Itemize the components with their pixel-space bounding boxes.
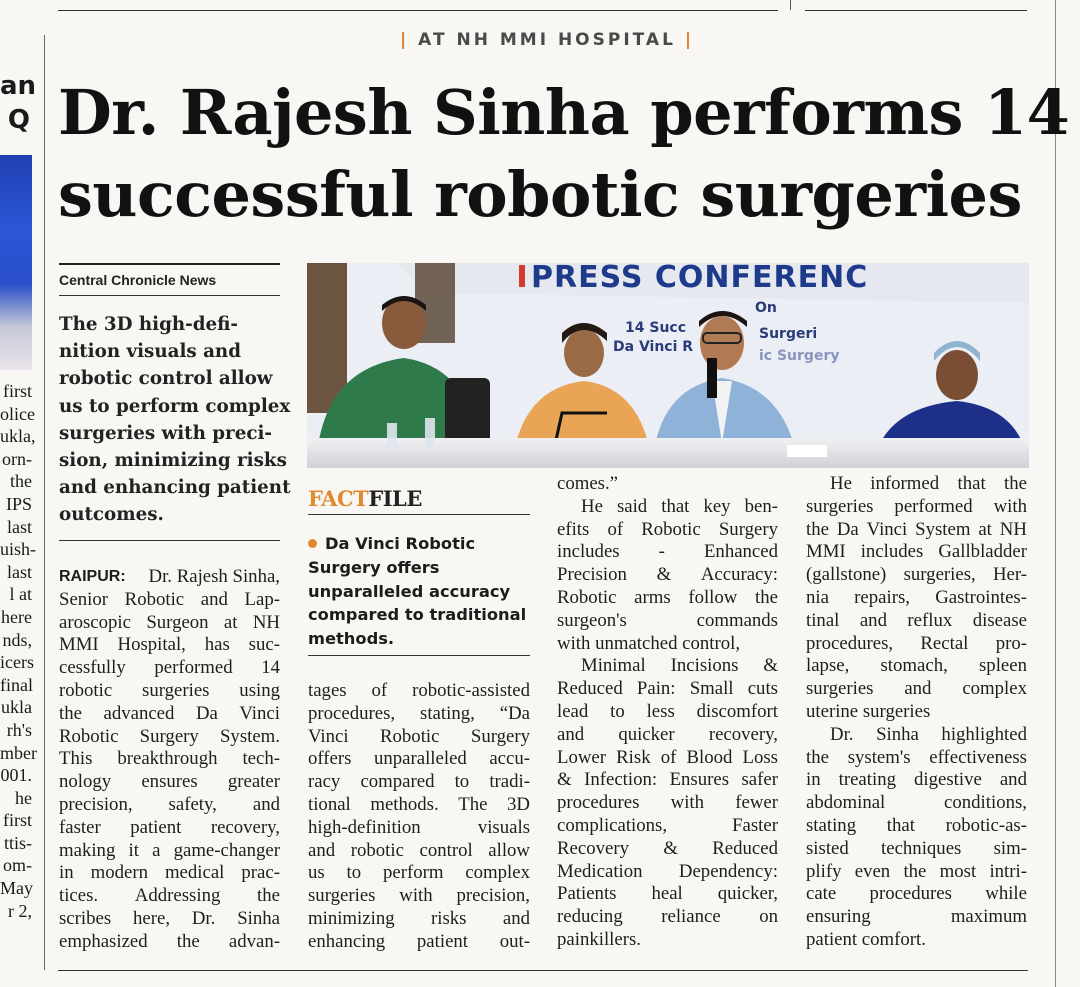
factfile-line: compared to traditional <box>308 605 527 625</box>
pull-quote-line: outcomes. <box>59 504 164 526</box>
body-text-line: Recovery & Reduced <box>557 837 778 859</box>
banner-red-bar <box>519 265 525 287</box>
left-cut-line: ukla, <box>0 426 36 447</box>
body-text-line: racy compared to tradi- <box>308 771 530 793</box>
body-text-line: tinal and reflux disease <box>806 609 1027 631</box>
banner-line-2: 14 Succ <box>625 320 687 336</box>
body-text-line: with unmatched control, <box>557 632 741 654</box>
pull-quote-line: sion, minimizing risks <box>59 450 287 472</box>
left-cut-line: rh's <box>6 719 32 740</box>
left-cut-line: last <box>7 561 32 582</box>
body-text-line: ensuring maximum <box>806 906 1027 928</box>
body-text-line: plify even the most intri- <box>806 860 1027 882</box>
bottom-rule <box>58 970 1028 971</box>
body-text-line: offers unparalleled accu- <box>308 748 530 770</box>
body-column-1 <box>59 566 280 954</box>
left-cut-line: ukla <box>1 697 32 718</box>
headline <box>58 72 1070 236</box>
body-text-line: Reduced Pain: Small cuts <box>557 678 778 700</box>
headline-line-2: successful robotic surgeries <box>58 158 1022 231</box>
press-conference-photo <box>307 260 1029 468</box>
factfile-label-fact: FACT <box>308 486 369 511</box>
body-text-line: minimizing risks and <box>308 907 530 929</box>
body-text-line: faster patient recovery, <box>59 816 280 838</box>
body-text-line: surgeon's commands <box>557 609 778 631</box>
body-text-line: procedures with fewer <box>557 792 778 814</box>
body-column-2 <box>308 680 530 954</box>
photo-illustration <box>307 260 1029 468</box>
banner-title: PRESS CONFERENC <box>531 260 869 295</box>
body-text-line: the Da Vinci System at NH <box>806 518 1027 540</box>
left-cut-head-1: an <box>0 71 37 101</box>
kicker: | AT NH MMI HOSPITAL | <box>400 30 695 50</box>
banner-on: On <box>755 300 777 316</box>
left-cut-line: final <box>0 674 33 695</box>
body-text-line: making it a game-changer <box>59 839 280 861</box>
left-cut-line: uish- <box>0 539 36 560</box>
body-column-3 <box>557 473 778 952</box>
byline-rule-bottom <box>59 295 280 296</box>
left-cut-line: olice <box>0 403 35 424</box>
left-cut-line: r 2, <box>8 900 32 921</box>
body-text-line: lead to less discomfort <box>557 700 778 722</box>
left-cut-photo <box>0 155 32 370</box>
body-text-line: robotic surgeries using <box>59 679 280 701</box>
body-text-line: the system's effectiveness <box>806 746 1027 768</box>
body-text-line: Lower Risk of Blood Loss <box>557 746 778 768</box>
pull-quote-line: us to perform complex <box>59 395 291 417</box>
body-text-line: complications, Faster <box>557 814 778 836</box>
body-text-line: Robotic arms follow the <box>557 586 778 608</box>
body-text-line: MMI includes Gallbladder <box>806 541 1027 563</box>
body-text-line: the advanced Da Vinci <box>59 702 280 724</box>
byline-rule-top <box>59 263 280 265</box>
body-text-line: reducing reliance on <box>557 906 778 928</box>
body-text-line: lapse, stomach, spleen <box>806 655 1027 677</box>
banner-line-3b: ic Surgery <box>759 348 840 364</box>
body-text-line: He said that key ben- <box>581 495 778 517</box>
body-text-line: comes.” <box>557 473 619 494</box>
body-text-line: Vinci Robotic Surgery <box>308 725 530 747</box>
left-cut-line: last <box>7 516 32 537</box>
left-cut-line: om- <box>3 855 32 876</box>
body-text-line: aroscopic Surgeon at NH <box>59 611 280 633</box>
factfile-line: unparalleled accuracy <box>308 581 511 601</box>
pull-quote-rule <box>59 540 280 541</box>
body-text-line: tages of robotic-assisted <box>308 680 530 701</box>
left-cut-line: orn- <box>2 448 32 469</box>
top-rule-left <box>58 10 778 11</box>
left-cut-line: l at <box>9 584 32 605</box>
body-text-line: surgeries and complex <box>806 678 1027 700</box>
left-cut-line: ttis- <box>3 832 32 853</box>
left-cut-line: IPS <box>5 493 32 514</box>
left-cut-line: 001. <box>0 765 32 786</box>
body-text-line: scribes here, Dr. Sinha <box>59 907 280 929</box>
body-text-line: emphasized the advan- <box>59 930 280 952</box>
factfile-label <box>308 486 422 511</box>
body-text-line: procedures, stating, “Da <box>308 702 530 724</box>
banner-line-2b: Surgeri <box>759 326 818 342</box>
body-text-line: stating that robotic-as- <box>806 814 1027 836</box>
body-text-line: in modern medical prac- <box>59 862 280 884</box>
headline-line-1: Dr. Rajesh Sinha performs 14 <box>58 76 1070 149</box>
left-cut-line: first <box>3 810 32 831</box>
body-text-line: sisted techniques sim- <box>806 837 1027 859</box>
pull-quote-line: nition visuals and <box>59 341 241 363</box>
kicker-text: AT NH MMI HOSPITAL <box>418 30 676 50</box>
left-cut-line: mber <box>0 742 37 763</box>
left-cut-line: the <box>10 471 32 492</box>
top-rule-right <box>805 10 1027 11</box>
body-text-line: Medication Dependency: <box>557 860 778 882</box>
body-text-line: cate procedures while <box>806 883 1027 905</box>
body-text-line: in treating digestive and <box>806 769 1027 791</box>
body-text-line: Dr. Sinha highlighted <box>830 723 1027 745</box>
pull-quote-line: robotic control allow <box>59 368 273 390</box>
body-text-line: Precision & Accuracy: <box>557 564 778 586</box>
left-cut-line: he <box>15 787 32 808</box>
factfile-rule-top <box>308 514 530 515</box>
body-text-line: Senior Robotic and Lap- <box>59 588 280 610</box>
body-text-line: abdominal conditions, <box>806 792 1027 814</box>
body-text-line: tional methods. The 3D <box>308 793 530 815</box>
body-text-line: surgeries performed with <box>806 495 1027 517</box>
body-text-line: & Infection: Ensures safer <box>557 769 778 791</box>
byline: Central Chronicle News <box>59 272 217 288</box>
body-text-line: enhancing patient out- <box>308 930 530 952</box>
factfile-line: Da Vinci Robotic <box>325 534 476 553</box>
body-text-line: This breakthrough tech- <box>59 748 280 770</box>
body-text-line: (gallstone) surgeries, Her- <box>806 564 1027 586</box>
body-text-line: uterine surgeries <box>806 700 931 722</box>
left-cut-text <box>0 380 37 922</box>
body-text-line: Robotic Surgery System. <box>59 725 280 747</box>
left-cut-line: May <box>0 878 33 899</box>
column-divider-left <box>44 35 45 970</box>
banner-line-3: Da Vinci R <box>613 339 694 355</box>
body-text-line: Dr. Rajesh Sinha, <box>148 566 280 587</box>
body-text-line: us to perform complex <box>308 862 530 884</box>
left-cut-line: icers <box>0 652 34 673</box>
pull-quote-line: surgeries with preci- <box>59 422 272 444</box>
left-cut-line: first <box>3 381 32 401</box>
body-text-line: painkillers. <box>557 928 641 950</box>
body-text-line: MMI Hospital, has suc- <box>59 634 280 656</box>
body-text-line: and quicker recovery, <box>557 723 778 745</box>
body-text-line: Patients heal quicker, <box>557 883 778 905</box>
body-text-line: surgeries with precision, <box>308 885 530 907</box>
body-text-line: high-definition visuals <box>308 816 530 838</box>
body-column-4 <box>806 473 1027 952</box>
dateline: RAIPUR: <box>59 568 126 585</box>
bullet-dot-icon <box>308 539 317 548</box>
left-cut-head-2: Q <box>7 105 30 135</box>
factfile-line: Surgery offers <box>308 557 440 577</box>
factfile-rule-bottom <box>308 655 530 656</box>
pull-quote <box>59 311 291 529</box>
pull-quote-line: The 3D high-defi- <box>59 314 239 335</box>
body-text-line: and robotic control allow <box>308 839 530 861</box>
body-text-line: Minimal Incisions & <box>581 655 778 677</box>
factfile-line: methods. <box>308 629 395 649</box>
factfile-label-file: FILE <box>368 486 422 511</box>
pull-quote-line: and enhancing patient <box>59 477 291 499</box>
body-text-line: nia repairs, Gastrointes- <box>806 586 1027 608</box>
top-rule-tick <box>790 0 791 10</box>
body-text-line: cessfully performed 14 <box>59 657 280 679</box>
body-text-line: efits of Robotic Surgery <box>557 518 778 540</box>
body-text-line: nology ensures greater <box>59 771 280 793</box>
body-text-line: patient comfort. <box>806 928 926 950</box>
left-cut-line: here <box>1 606 32 627</box>
body-text-line: precision, safety, and <box>59 793 280 815</box>
body-text-line: includes - Enhanced <box>557 541 778 563</box>
body-text-line: He informed that the <box>830 473 1027 494</box>
factfile-text <box>308 532 530 651</box>
left-cut-line: nds, <box>2 629 32 650</box>
body-text-line: tices. Addressing the <box>59 885 280 907</box>
body-text-line: procedures, Rectal pro- <box>806 632 1027 654</box>
